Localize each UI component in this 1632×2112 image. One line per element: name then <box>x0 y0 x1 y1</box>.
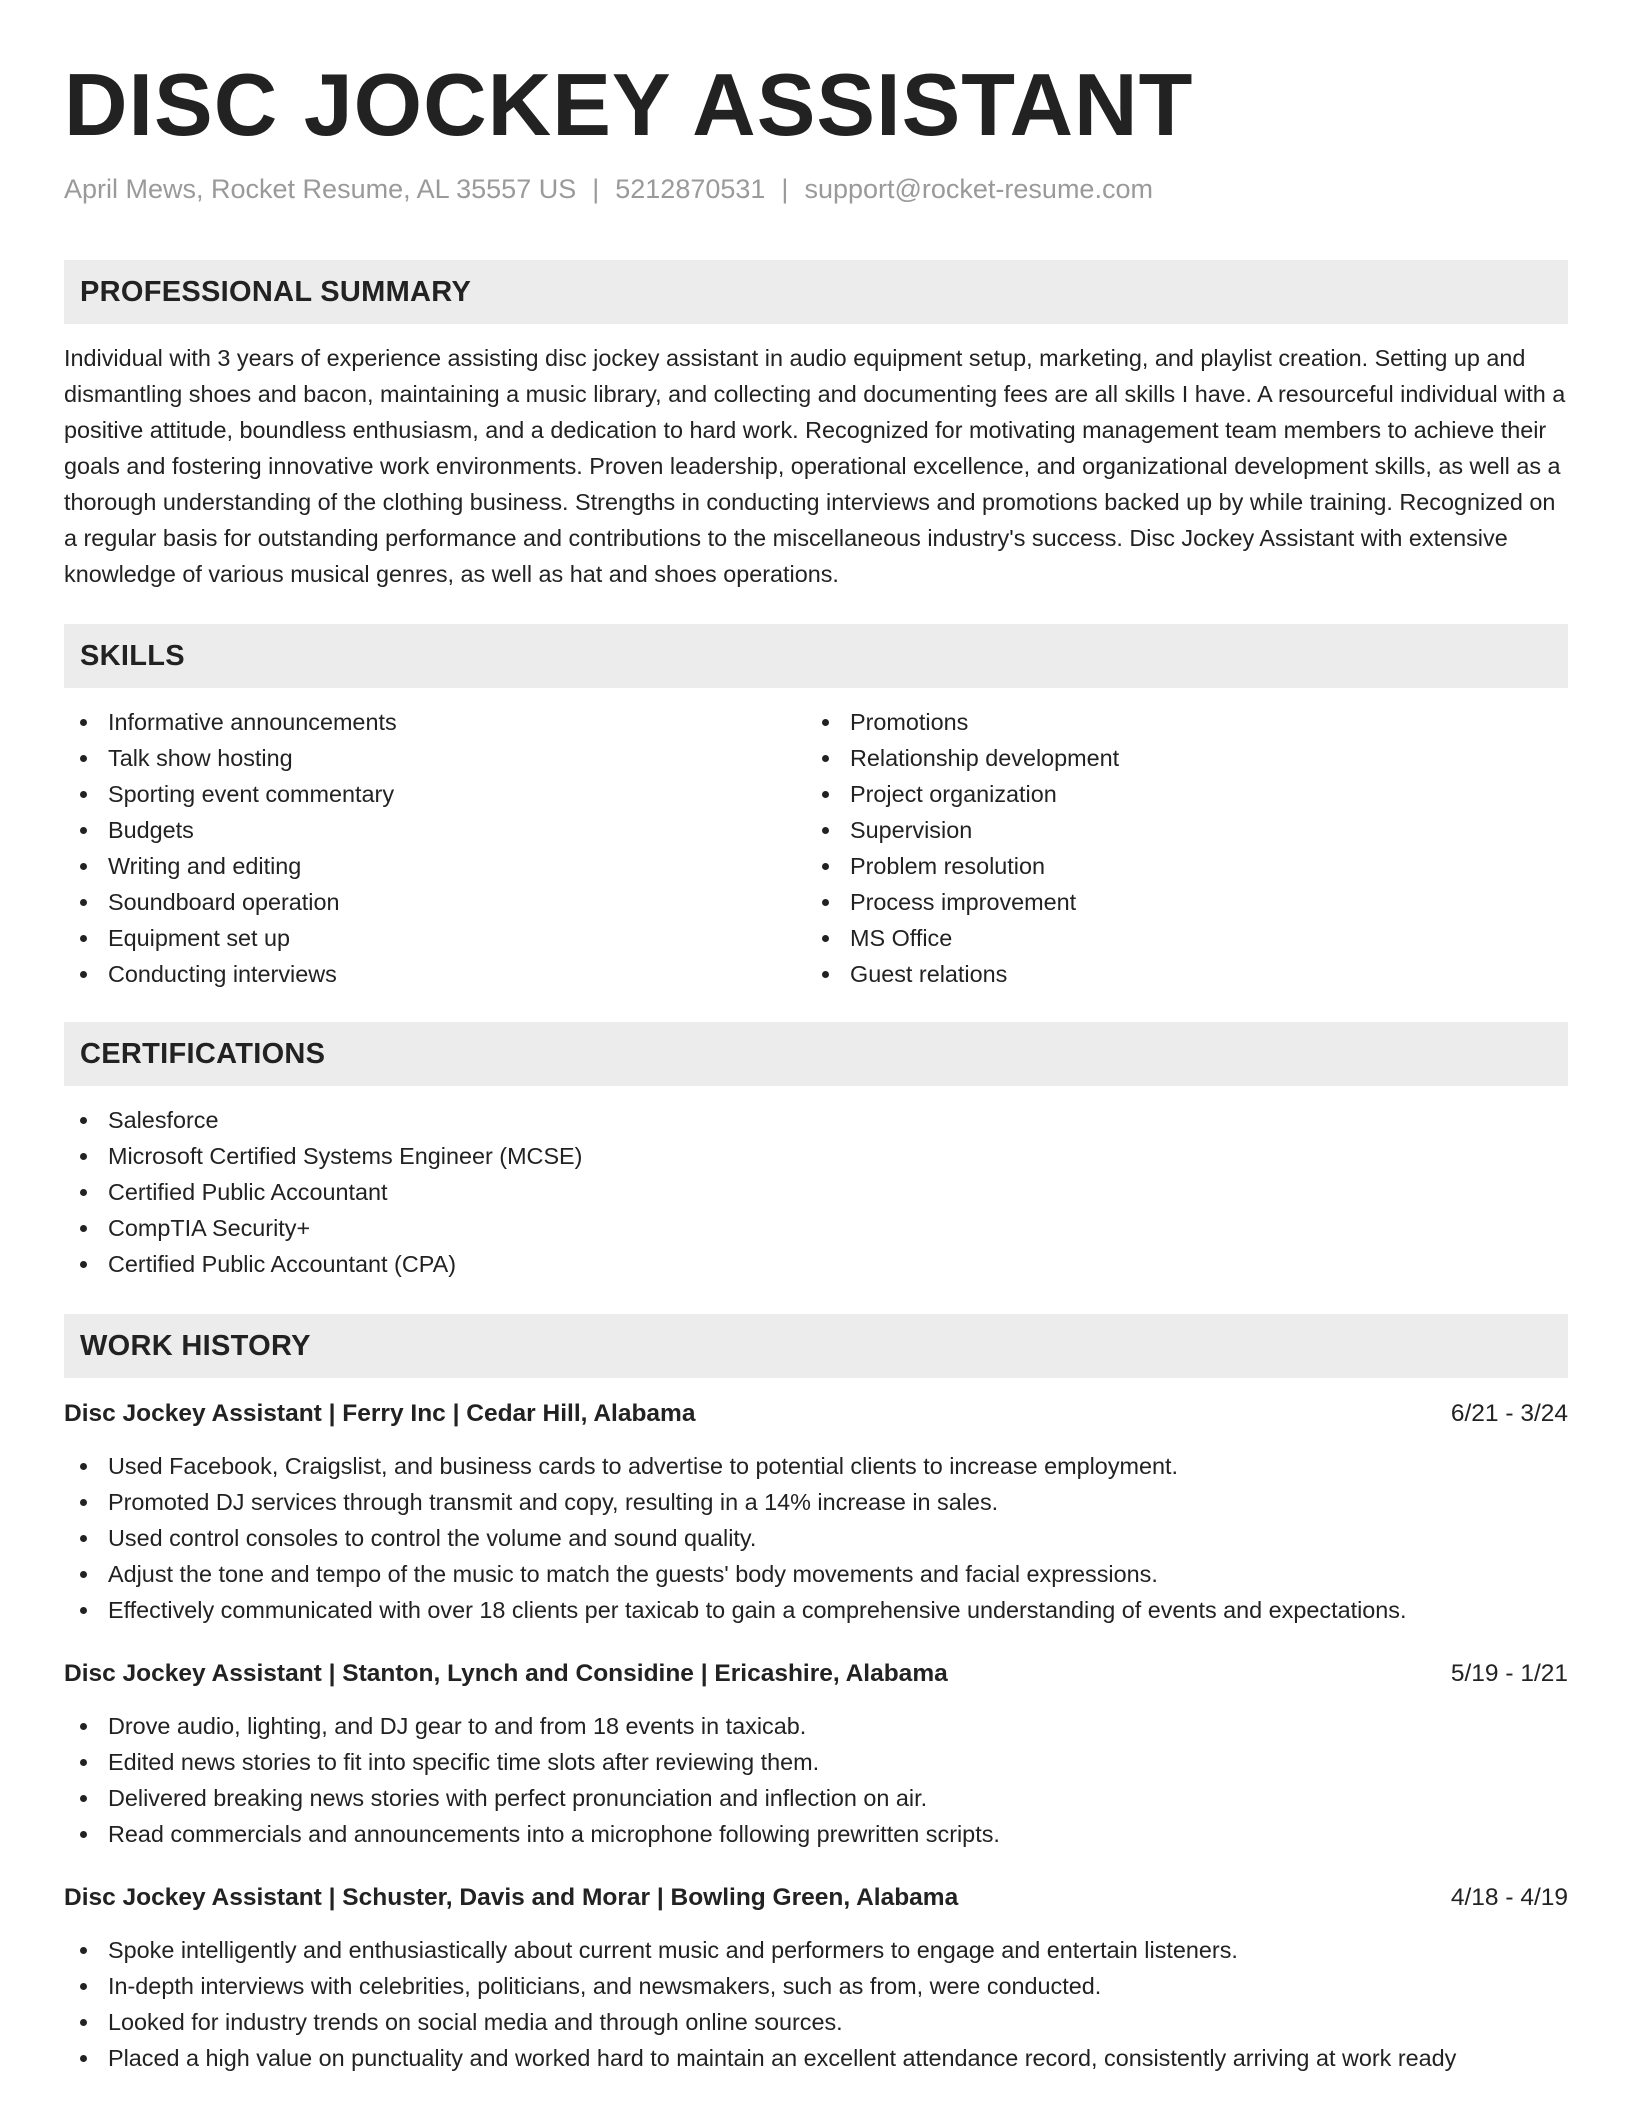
skills-left-column <box>64 704 806 992</box>
job-bullet: Effectively communicated with over 18 clients per taxicab to gain a comprehensive understanding of events and expectations. <box>64 1592 1568 1628</box>
job-dates: 4/18 - 4/19 <box>1450 1884 1568 1911</box>
summary-text: Individual with 3 years of experience assisting disc jockey assistant in audio equipment setup, marketing, and playlist creation. Setting up and dismantling shoes and bacon, maintaining a music library, and collecting and documenting fees are all skills I have. A resourceful individual with a positive attitude, boundless enthusiasm, and a dedication to hard work. Recognized for motivating management team members to achieve their goals and fostering innovative work environments. Proven leadership, operational excellence, and organizational development skills, as well as a thorough understanding of the clothing business. Strengths in conducting interviews and promotions backed up by while training. Recognized on a regular basis for outstanding performance and contributions to the miscellaneous industry's success. Disc Jockey Assistant with extensive knowledge of various musical genres, as well as hat and shoes operations. <box>64 345 1566 587</box>
job-bullet: Drove audio, lighting, and DJ gear to and from 18 events in taxicab. <box>64 1708 1568 1744</box>
contact-line <box>64 172 1568 206</box>
skill-item: Informative announcements <box>64 704 806 740</box>
contact-address: April Mews, Rocket Resume, AL 35557 US <box>64 174 577 204</box>
job-bullet-list <box>64 1932 1568 2076</box>
job-title: Disc Jockey Assistant | Schuster, Davis and Morar | Bowling Green, Alabama <box>64 1884 959 1911</box>
section-heading-work-history: WORK HISTORY <box>64 1314 1568 1378</box>
job-bullet: Promoted DJ services through transmit and copy, resulting in a 14% increase in sales. <box>64 1484 1568 1520</box>
skill-item: Relationship development <box>806 740 1548 776</box>
job-bullet: Spoke intelligently and enthusiastically about current music and performers to engage and entertain listeners. <box>64 1932 1568 1968</box>
skill-item: Promotions <box>806 704 1548 740</box>
job-header <box>64 1656 1568 1692</box>
contact-separator: | <box>592 174 600 204</box>
skill-item: Guest relations <box>806 956 1548 992</box>
job-bullet: Edited news stories to fit into specific time slots after reviewing them. <box>64 1744 1568 1780</box>
certification-item: Certified Public Accountant (CPA) <box>64 1246 1568 1282</box>
skill-item: Soundboard operation <box>64 884 806 920</box>
job-entry <box>64 1396 1568 1628</box>
job-entry <box>64 1880 1568 2076</box>
job-header <box>64 1396 1568 1432</box>
skill-item: Sporting event commentary <box>64 776 806 812</box>
job-bullet: Used Facebook, Craigslist, and business cards to advertise to potential clients to increase employment. <box>64 1448 1568 1484</box>
skills-right-column <box>806 704 1548 992</box>
certifications-list <box>64 1102 1568 1282</box>
job-bullet-list <box>64 1448 1568 1628</box>
job-bullet: Used control consoles to control the volume and sound quality. <box>64 1520 1568 1556</box>
certification-item: CompTIA Security+ <box>64 1210 1568 1246</box>
job-bullet: Placed a high value on punctuality and worked hard to maintain an excellent attendance record, consistently arriving at work ready <box>64 2040 1568 2076</box>
job-header <box>64 1880 1568 1916</box>
job-bullet: Looked for industry trends on social media and through online sources. <box>64 2004 1568 2040</box>
skill-item: Process improvement <box>806 884 1548 920</box>
section-heading-summary: PROFESSIONAL SUMMARY <box>64 260 1568 324</box>
candidate-name: DISC JOCKEY ASSISTANT <box>64 55 1194 154</box>
certification-item: Microsoft Certified Systems Engineer (MCSE) <box>64 1138 1568 1174</box>
skill-item: MS Office <box>806 920 1548 956</box>
certification-item: Certified Public Accountant <box>64 1174 1568 1210</box>
job-dates: 5/19 - 1/21 <box>1450 1660 1568 1687</box>
skill-item: Talk show hosting <box>64 740 806 776</box>
job-bullet: Adjust the tone and tempo of the music to match the guests' body movements and facial expressions. <box>64 1556 1568 1592</box>
section-heading-certifications: CERTIFICATIONS <box>64 1022 1568 1086</box>
skill-item: Writing and editing <box>64 848 806 884</box>
skill-item: Supervision <box>806 812 1548 848</box>
section-heading-skills: SKILLS <box>64 624 1568 688</box>
job-entry <box>64 1656 1568 1852</box>
job-bullet: Delivered breaking news stories with perfect pronunciation and inflection on air. <box>64 1780 1568 1816</box>
skill-item: Project organization <box>806 776 1548 812</box>
contact-phone: 5212870531 <box>615 174 766 204</box>
skills-grid <box>64 704 1568 992</box>
skill-item: Equipment set up <box>64 920 806 956</box>
job-title: Disc Jockey Assistant | Stanton, Lynch and Considine | Ericashire, Alabama <box>64 1660 948 1687</box>
skill-item: Conducting interviews <box>64 956 806 992</box>
job-bullet: Read commercials and announcements into a microphone following prewritten scripts. <box>64 1816 1568 1852</box>
resume-page <box>64 0 1568 2076</box>
job-title: Disc Jockey Assistant | Ferry Inc | Cedar Hill, Alabama <box>64 1400 696 1427</box>
job-bullet-list <box>64 1708 1568 1852</box>
job-dates: 6/21 - 3/24 <box>1450 1400 1568 1427</box>
skill-item: Problem resolution <box>806 848 1548 884</box>
skill-item: Budgets <box>64 812 806 848</box>
job-bullet: In-depth interviews with celebrities, politicians, and newsmakers, such as from, were conducted. <box>64 1968 1568 2004</box>
certification-item: Salesforce <box>64 1102 1568 1138</box>
contact-separator: | <box>781 174 789 204</box>
contact-email: support@rocket-resume.com <box>804 174 1153 204</box>
